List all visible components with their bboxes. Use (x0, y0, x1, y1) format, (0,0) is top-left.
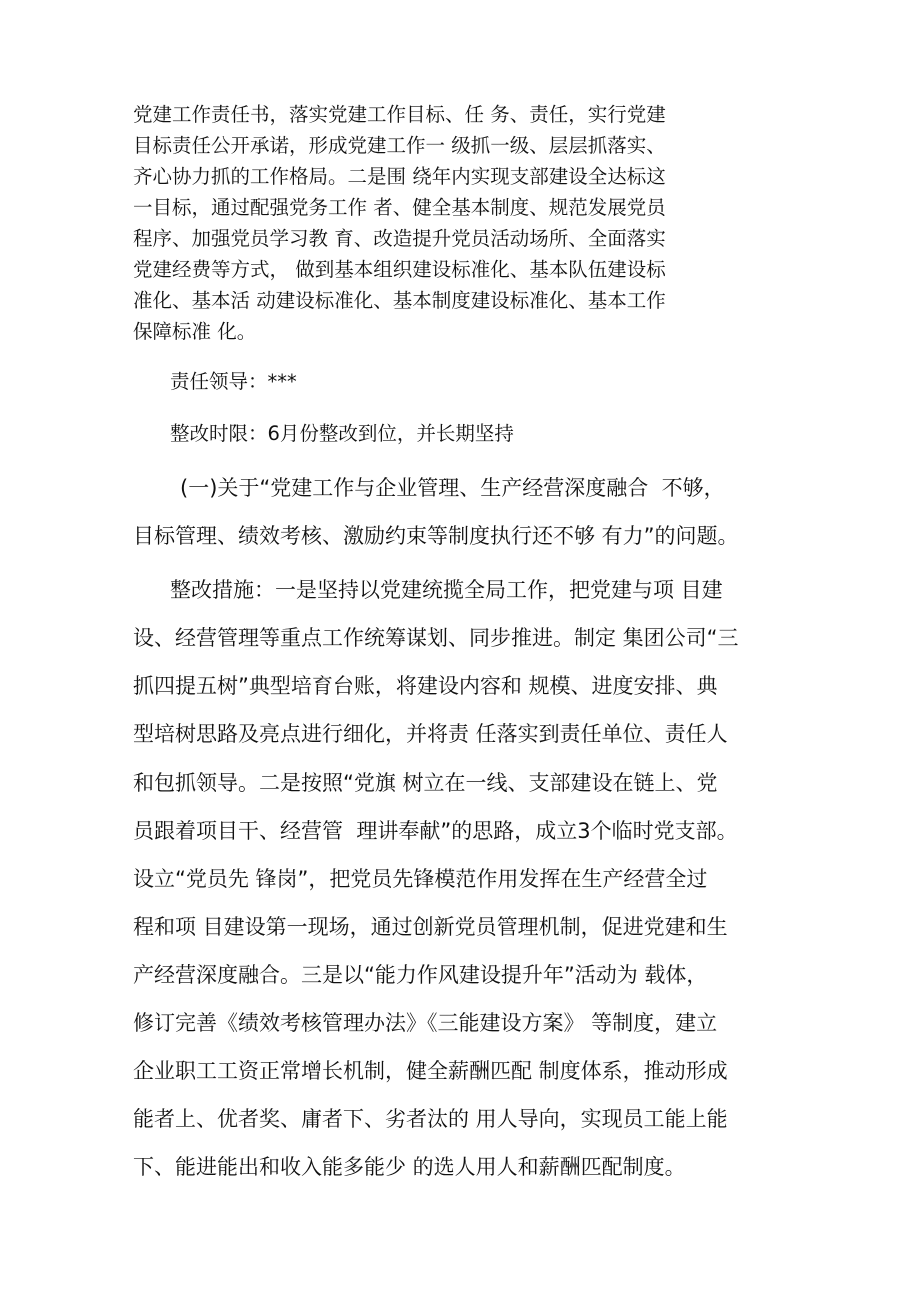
paragraph-line: 整改措施：一是坚持以党建统揽全局工作，把党建与项 目建 (170, 578, 723, 602)
paragraph-line: 抓四提五树”典型培育台账，将建设内容和 规模、进度安排、典 (133, 674, 718, 698)
responsible-leader: 责任领导：*** (170, 370, 297, 393)
section-heading-line: (一)关于“党建工作与企业管理、生产经营深度融合 不够， (180, 476, 725, 500)
paragraph-line: 和包抓领导。二是按照“党旗 树立在一线、支部建设在链上、党 (133, 771, 718, 795)
paragraph-line: 程序、加强党员学习教 育、改造提升党员活动场所、全面落实 (133, 227, 666, 250)
section-heading-line: 目标管理、绩效考核、激励约束等制度执行还不够 有力”的问题。 (133, 524, 739, 548)
paragraph-line: 设立“党员先 锋岗”，把党员先锋模范作用发挥在生产经营全过 (133, 867, 708, 891)
paragraph-line: 修订完善《绩效考核管理办法》《三能建设方案》 等制度，建立 (133, 1011, 718, 1035)
paragraph-line: 下、能进能出和收入能多能少 的选人用人和薪酬匹配制度。 (133, 1155, 686, 1179)
paragraph-line: 型培树思路及亮点进行细化，并将责 任落实到责任单位、责任人 (133, 722, 728, 746)
paragraph-line: 党建工作责任书，落实党建工作目标、任 务、责任，实行党建 (133, 103, 666, 126)
rectification-deadline: 整改时限：6月份整改到位，并长期坚持 (170, 422, 514, 445)
paragraph-line: 一目标，通过配强党务工作 者、健全基本制度、规范发展党员 (133, 196, 666, 219)
paragraph-line: 准化、基本活 动建设标准化、基本制度建设标准化、基本工作 (133, 289, 666, 312)
paragraph-line: 目标责任公开承诺，形成党建工作一 级抓一级、层层抓落实、 (133, 134, 666, 157)
paragraph-line: 产经营深度融合。三是以“能力作风建设提升年”活动为 载体， (133, 963, 708, 987)
paragraph-line: 程和项 目建设第一现场，通过创新党员管理机制，促进党建和生 (133, 915, 728, 939)
paragraph-line: 企业职工工资正常增长机制，健全薪酬匹配 制度体系，推动形成 (133, 1059, 728, 1083)
paragraph-line: 员跟着项目干、经营管 理讲奉献”的思路，成立3个临时党支部。 (133, 819, 738, 843)
paragraph-line: 党建经费等方式， 做到基本组织建设标准化、基本队伍建设标 (133, 258, 666, 281)
paragraph-line: 齐心协力抓的工作格局。二是围 绕年内实现支部建设全达标这 (133, 165, 666, 188)
paragraph-line: 能者上、优者奖、庸者下、劣者汰的 用人导向，实现员工能上能 (133, 1107, 728, 1131)
paragraph-line: 设、经营管理等重点工作统筹谋划、同步推进。制定 集团公司“三 (133, 626, 739, 650)
paragraph-line: 保障标准 化。 (133, 320, 257, 343)
